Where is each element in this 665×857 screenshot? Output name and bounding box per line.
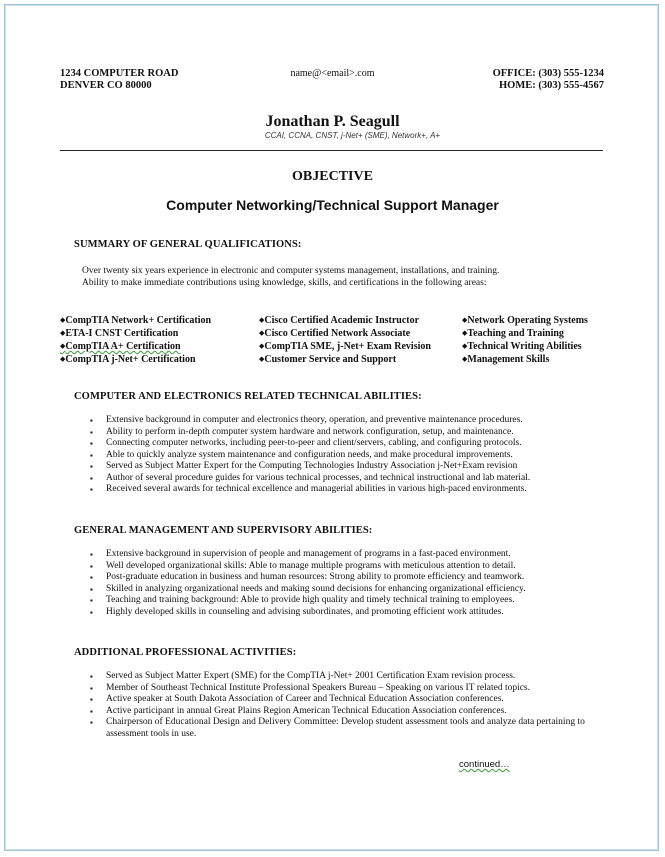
technical-list [90,415,600,496]
skill-item: ◆ Customer Service and Support [259,353,431,366]
objective-goal: Computer Networking/Technical Support Manager [166,197,499,213]
objective-heading: OBJECTIVE [292,169,373,184]
skill-item: ◆ CompTIA j-Net+ Certification [60,353,211,366]
additional-title: ADDITIONAL PROFESSIONAL ACTIVITIES: [74,647,297,658]
skills-column-1 [60,314,211,366]
list-item: ▪ Member of Southeast Technical Institute Professional Speakers Bureau – Speaking on various IT related topics. [90,683,600,695]
skill-item: ◆ Teaching and Training [462,327,588,340]
management-title: GENERAL MANAGEMENT AND SUPERVISORY ABILITIES: [74,525,373,536]
list-item: ▪ Extensive background in supervision of people and management of programs in a fast-paced environment. [90,549,600,561]
phone-block [493,68,604,92]
address-line-2: DENVER CO 80000 [60,80,152,91]
list-item: ▪ Post-graduate education in business and human resources: Strong ability to promote efficiency and teamwork. [90,572,600,584]
skill-item: ◆ CompTIA SME, j-Net+ Exam Revision [259,340,431,353]
skill-item: ◆ CompTIA A+ Certification [60,340,211,353]
list-item: ▪ Active speaker at South Dakota Association of Career and Technical Education Association conferences. [90,694,600,706]
skill-item: ◆ CompTIA Network+ Certification [60,314,211,327]
summary-line-2: Ability to make immediate contributions using knowledge, skills, and certifications in the following areas: [82,278,487,288]
list-item: ▪ Extensive background in computer and electronics theory, operation, and preventive maintenance procedures. [90,415,600,427]
list-item: ▪ Received several awards for technical excellence and managerial abilities in various high-paced environments. [90,484,600,496]
list-item: ▪ Active participant in annual Great Plains Region American Technical Education Association conferences. [90,706,600,718]
list-item: ▪ Served as Subject Matter Expert (SME) for the CompTIA j-Net+ 2001 Certification Exam revision process. [90,671,600,683]
address-line-1: 1234 COMPUTER ROAD [60,68,179,79]
skill-item: ◆ Technical Writing Abilities [462,340,588,353]
summary-line-1: Over twenty six years experience in electronic and computer systems management, installations, and training. [82,266,500,276]
skill-item: ◆ Cisco Certified Academic Instructor [259,314,431,327]
additional-list [90,671,600,740]
list-item: ▪ Highly developed skills in counseling and advising subordinates, and promoting efficient work attitudes. [90,607,600,619]
skills-column-2 [259,314,431,366]
skill-item: ◆ ETA-I CNST Certification [60,327,211,340]
summary-text [82,265,582,289]
skills-column-3 [462,314,588,366]
home-phone: HOME: (303) 555-4567 [499,80,604,91]
list-item: ▪ Skilled in analyzing organizational needs and making sound decisions for enhancing organizational efficiency. [90,584,600,596]
list-item: ▪ Author of several procedure guides for various technical processes, and technical instructional and lab material. [90,473,600,485]
technical-title: COMPUTER AND ELECTRONICS RELATED TECHNICAL ABILITIES: [74,391,422,402]
summary-title: SUMMARY OF GENERAL QUALIFICATIONS: [74,239,302,250]
skill-item: ◆ Network Operating Systems [462,314,588,327]
list-item: ▪ Well developed organizational skills: Able to manage multiple programs with meticulous attention to detail. [90,561,600,573]
list-item: ▪ Able to quickly analyze system maintenance and configuration needs, and make procedural improvements. [90,450,600,462]
office-phone: OFFICE: (303) 555-1234 [492,68,604,79]
list-item: ▪ Chairperson of Educational Design and Delivery Committee: Develop student assessment tools and analyze data pertaining to assessment tools in use. [90,717,600,740]
list-item: ▪ Served as Subject Matter Expert for the Computing Technologies Industry Association j-Net+Exam revision [90,461,600,473]
continued-note: continued… [459,759,510,770]
certifications-line: CCAI, CCNA, CNST, j-Net+ (SME), Network+, A+ [264,131,441,140]
list-item: ▪ Teaching and training background: Able to provide high quality and timely technical training to employees. [90,595,600,607]
list-item: ▪ Ability to perform in-depth computer system hardware and network configuration, setup, and maintenance. [90,427,600,439]
name-block [0,113,665,141]
list-item: ▪ Connecting computer networks, including peer-to-peer and client/servers, cabling, and configuring protocols. [90,438,600,450]
email: name@<email>.com [290,68,375,79]
management-list [90,549,600,618]
skill-item: ◆ Management Skills [462,353,588,366]
skill-item: ◆ Cisco Certified Network Associate [259,327,431,340]
candidate-name: Jonathan P. Seagull [265,113,400,130]
header-divider [60,150,603,151]
